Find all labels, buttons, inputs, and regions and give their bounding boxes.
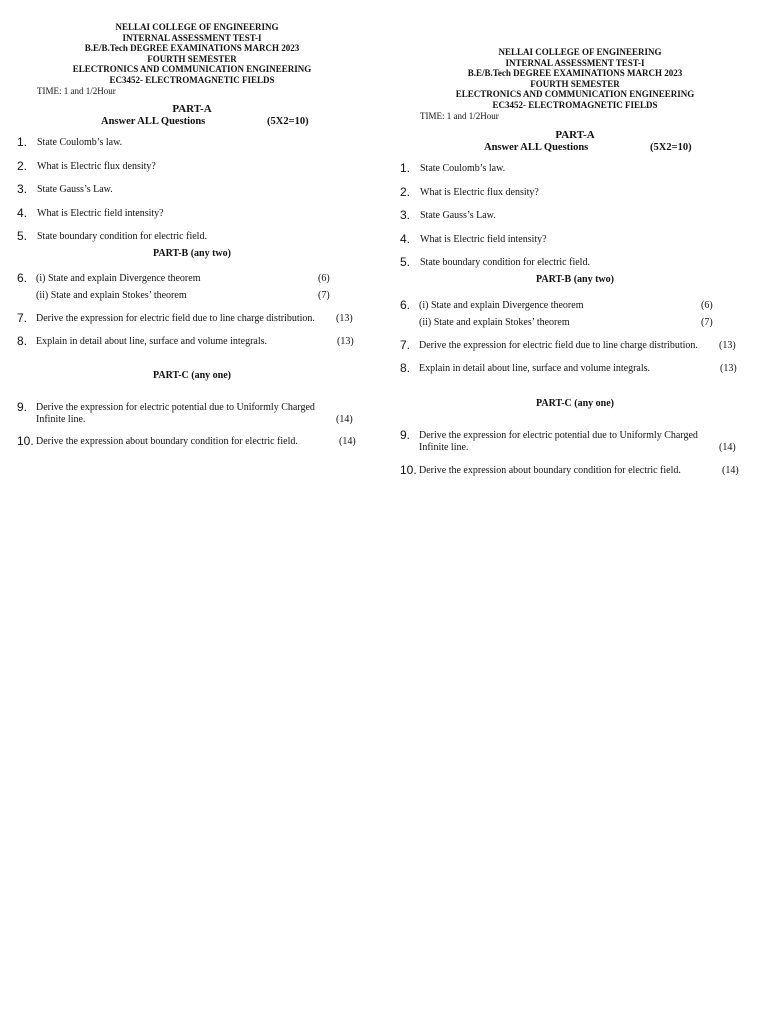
question-3: 3. State Gauss’s Law. xyxy=(17,182,113,196)
question-2: 2. What is Electric flux density? xyxy=(400,184,539,199)
question-9: 9. Derive the expression for electric potential due to Uniformly Charged Infinite line. (14) xyxy=(17,400,353,425)
question-4: 4. What is Electric field intensity? xyxy=(17,205,164,220)
test-name: INTERNAL ASSESSMENT TEST-I xyxy=(122,32,262,43)
question-6-ii: (ii) State and explain Stokes’ theorem (7) xyxy=(419,317,713,328)
question-6-i: 6. (i) State and explain Divergence theorem (6) xyxy=(400,298,713,312)
question-1: 1. State Coulomb’s law. xyxy=(400,161,506,175)
question-6-ii: (ii) State and explain Stokes’ theorem (7) xyxy=(36,290,330,301)
part-a-marks: (5X2=10) xyxy=(650,142,692,153)
part-a-instruction: Answer ALL Questions xyxy=(484,142,589,153)
college-name: NELLAI COLLEGE OF ENGINEERING xyxy=(115,22,279,32)
question-8: 8. Explain in detail about line, surface and volume integrals. (13) xyxy=(17,334,354,348)
question-paper-left xyxy=(17,22,367,448)
part-a-instruction-row xyxy=(400,141,750,155)
question-7: 7. Derive the expression for electric field due to line charge distribution. (13) xyxy=(17,311,353,325)
exam-name: B.E/B.Tech DEGREE EXAMINATIONS MARCH 2023 xyxy=(84,43,300,53)
part-a-questions xyxy=(17,137,367,247)
question-7: 7. Derive the expression for electric field due to line charge distribution. (13) xyxy=(400,338,736,352)
exam-time: TIME: 1 and 1/2Hour xyxy=(420,111,499,121)
part-a-instruction-row xyxy=(17,115,367,129)
department: ELECTRONICS AND COMMUNICATION ENGINEERING xyxy=(455,89,695,99)
semester: FOURTH SEMESTER xyxy=(147,53,237,64)
question-paper-right xyxy=(400,47,750,477)
part-a-title: PART-A xyxy=(555,129,595,141)
subject: EC3452- ELECTROMAGNETIC FIELDS xyxy=(109,74,275,85)
part-a-title: PART-A xyxy=(172,103,212,115)
exam-name: B.E/B.Tech DEGREE EXAMINATIONS MARCH 2023 xyxy=(467,68,683,78)
college-name: NELLAI COLLEGE OF ENGINEERING xyxy=(498,47,662,57)
question-3: 3. State Gauss’s Law. xyxy=(400,208,496,222)
question-6-i: 6. (i) State and explain Divergence theorem (6) xyxy=(17,271,330,285)
part-b-title: PART-B (any two) xyxy=(153,248,231,259)
part-a-marks: (5X2=10) xyxy=(267,116,309,127)
question-8: 8. Explain in detail about line, surface and volume integrals. (13) xyxy=(400,361,737,375)
exam-time: TIME: 1 and 1/2Hour xyxy=(37,86,116,96)
test-name: INTERNAL ASSESSMENT TEST-I xyxy=(505,57,645,68)
subject: EC3452- ELECTROMAGNETIC FIELDS xyxy=(492,99,658,110)
part-c-title: PART-C (any one) xyxy=(536,398,614,409)
question-5: 5. State boundary condition for electric field. xyxy=(400,255,590,269)
department: ELECTRONICS AND COMMUNICATION ENGINEERING xyxy=(72,64,312,74)
question-5: 5. State boundary condition for electric field. xyxy=(17,229,207,243)
question-9: 9. Derive the expression for electric potential due to Uniformly Charged Infinite line. (14) xyxy=(400,428,736,453)
question-10: 10. Derive the expression about boundary condition for electric field. (14) xyxy=(17,434,356,448)
part-a-questions xyxy=(400,163,750,273)
question-2: 2. What is Electric flux density? xyxy=(17,158,156,173)
part-b-title: PART-B (any two) xyxy=(536,274,614,285)
question-4: 4. What is Electric field intensity? xyxy=(400,231,547,246)
question-10: 10. Derive the expression about boundary condition for electric field. (14) xyxy=(400,463,739,477)
semester: FOURTH SEMESTER xyxy=(530,78,620,89)
question-1: 1. State Coulomb’s law. xyxy=(17,135,123,149)
part-c-title: PART-C (any one) xyxy=(153,370,231,381)
part-a-instruction: Answer ALL Questions xyxy=(101,116,206,127)
